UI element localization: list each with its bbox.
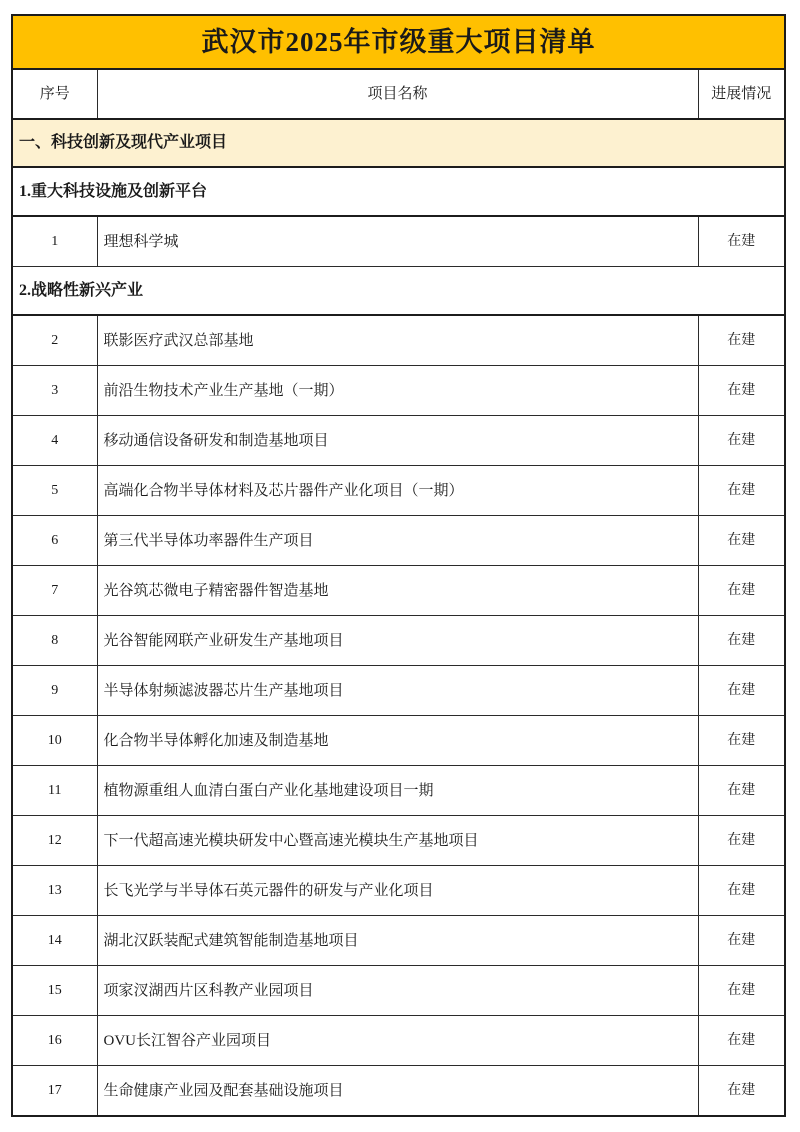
table-title-row [12,15,785,69]
project-status-badge: 在建 [727,932,756,948]
section-subgroup-row [12,167,785,216]
section-subgroup-cell [12,267,785,316]
project-status-badge: 在建 [727,432,756,448]
project-sequence-number: 6 [51,532,59,548]
project-status-badge: 在建 [727,1082,756,1098]
project-name: 第三代半导体功率器件生产项目 [103,532,314,549]
project-sequence-number: 10 [47,732,62,748]
row-name-cell [97,866,698,916]
table-row[interactable] [12,1016,785,1066]
project-name: 联影医疗武汉总部基地 [103,332,254,349]
project-sequence-number: 11 [48,782,62,798]
row-seq-cell [12,216,97,267]
project-status-badge: 在建 [727,632,756,648]
column-header-name-cell [97,69,698,119]
row-name-cell [97,416,698,466]
row-status-cell [698,566,785,616]
document-title: 武汉市2025年市级重大项目清单 [201,26,596,57]
project-status-badge: 在建 [727,782,756,798]
section-group-label: 一、科技创新及现代产业项目 [19,134,228,151]
project-status-badge: 在建 [727,382,756,398]
table-row[interactable] [12,466,785,516]
row-status-cell [698,315,785,366]
section-group-row [12,119,785,167]
project-status-badge: 在建 [727,1032,756,1048]
project-name: 生命健康产业园及配套基础设施项目 [103,1082,344,1099]
row-seq-cell [12,315,97,366]
project-name: 光谷智能网联产业研发生产基地项目 [103,632,344,649]
major-projects-table [11,14,786,1117]
project-sequence-number: 13 [47,882,62,898]
row-seq-cell [12,416,97,466]
row-seq-cell [12,366,97,416]
project-name: 化合物半导体孵化加速及制造基地 [103,732,329,749]
column-header-seq: 序号 [39,85,70,102]
row-name-cell [97,366,698,416]
project-status-badge: 在建 [727,982,756,998]
section-subgroup-label: 2.战略性新兴产业 [19,281,144,299]
project-name: 前沿生物技术产业生产基地（一期） [103,382,344,399]
project-name: 移动通信设备研发和制造基地项目 [103,432,329,449]
row-status-cell [698,616,785,666]
project-sequence-number: 1 [51,233,59,249]
project-status-badge: 在建 [727,532,756,548]
project-sequence-number: 3 [51,382,59,398]
project-status-badge: 在建 [727,882,756,898]
project-status-badge: 在建 [727,832,756,848]
project-sequence-number: 4 [51,432,59,448]
table-row[interactable] [12,216,785,267]
column-header-status-cell [698,69,785,119]
section-subgroup-label: 1.重大科技设施及创新平台 [19,182,208,200]
project-sequence-number: 2 [51,332,59,348]
section-group-cell [12,119,785,167]
row-seq-cell [12,916,97,966]
row-name-cell [97,1016,698,1066]
table-row[interactable] [12,366,785,416]
row-name-cell [97,216,698,267]
column-header-seq-cell [12,69,97,119]
row-seq-cell [12,666,97,716]
row-seq-cell [12,966,97,1016]
row-seq-cell [12,616,97,666]
row-seq-cell [12,516,97,566]
row-name-cell [97,466,698,516]
row-status-cell [698,216,785,267]
row-name-cell [97,315,698,366]
section-subgroup-row [12,267,785,316]
table-row[interactable] [12,716,785,766]
project-sequence-number: 17 [47,1082,62,1098]
row-name-cell [97,516,698,566]
table-row[interactable] [12,966,785,1016]
project-name: 理想科学城 [103,233,179,250]
project-status-badge: 在建 [727,233,756,249]
row-seq-cell [12,1066,97,1117]
project-name: 半导体射频滤波器芯片生产基地项目 [103,682,344,699]
row-seq-cell [12,766,97,816]
table-row[interactable] [12,315,785,366]
project-status-badge: 在建 [727,332,756,348]
project-sequence-number: 8 [51,632,59,648]
table-row[interactable] [12,916,785,966]
table-row[interactable] [12,416,785,466]
project-name: 高端化合物半导体材料及芯片器件产业化项目（一期） [103,482,464,499]
row-status-cell [698,816,785,866]
project-sequence-number: 12 [47,832,62,848]
row-name-cell [97,1066,698,1117]
project-sequence-number: 9 [51,682,59,698]
project-status-badge: 在建 [727,482,756,498]
row-name-cell [97,716,698,766]
project-sequence-number: 14 [47,932,62,948]
table-row[interactable] [12,616,785,666]
table-row[interactable] [12,666,785,716]
project-sequence-number: 5 [51,482,59,498]
row-status-cell [698,966,785,1016]
row-status-cell [698,516,785,566]
row-name-cell [97,966,698,1016]
project-status-badge: 在建 [727,582,756,598]
table-row[interactable] [12,766,785,816]
row-status-cell [698,1016,785,1066]
row-seq-cell [12,466,97,516]
row-name-cell [97,916,698,966]
row-status-cell [698,666,785,716]
row-seq-cell [12,716,97,766]
table-row[interactable] [12,516,785,566]
table-header-row [12,69,785,119]
table-row[interactable] [12,1066,785,1117]
section-subgroup-cell [12,167,785,216]
project-name: 项家汊湖西片区科教产业园项目 [103,982,314,999]
project-status-badge: 在建 [727,682,756,698]
row-status-cell [698,766,785,816]
row-name-cell [97,566,698,616]
project-sequence-number: 7 [51,582,59,598]
row-seq-cell [12,816,97,866]
row-status-cell [698,366,785,416]
row-status-cell [698,416,785,466]
project-name: 光谷筑芯微电子精密器件智造基地 [103,582,329,599]
project-name: 植物源重组人血清白蛋白产业化基地建设项目一期 [103,782,434,799]
table-row[interactable] [12,866,785,916]
table-row[interactable] [12,566,785,616]
row-seq-cell [12,866,97,916]
project-sequence-number: 16 [47,1032,62,1048]
table-title-cell [12,15,785,69]
row-name-cell [97,666,698,716]
row-seq-cell [12,1016,97,1066]
table-body [12,15,785,1116]
table-row[interactable] [12,816,785,866]
row-name-cell [97,766,698,816]
row-status-cell [698,1066,785,1117]
row-status-cell [698,466,785,516]
row-name-cell [97,616,698,666]
project-name: 下一代超高速光模块研发中心暨高速光模块生产基地项目 [103,832,479,849]
column-header-status: 进展情况 [711,85,772,102]
row-seq-cell [12,566,97,616]
project-name: 长飞光学与半导体石英元器件的研发与产业化项目 [103,882,434,899]
row-name-cell [97,816,698,866]
project-name: 湖北汉跃装配式建筑智能制造基地项目 [103,932,359,949]
project-name: OVU长江智谷产业园项目 [103,1032,271,1049]
project-sequence-number: 15 [47,982,62,998]
project-status-badge: 在建 [727,732,756,748]
row-status-cell [698,866,785,916]
column-header-name: 项目名称 [367,85,428,102]
row-status-cell [698,716,785,766]
row-status-cell [698,916,785,966]
